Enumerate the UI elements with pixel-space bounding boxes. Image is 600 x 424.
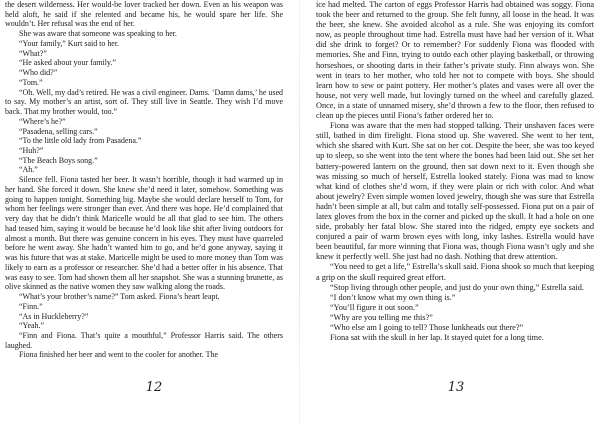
paragraph: Fiona was aware that the men had stopped talking. Their unshaven faces were still, bathed in dim firelight. Fiona stood up. She wavered. She went to her tent, which she shared with Kurt. She sat on her cot. Despite the beer, she was too keyed up to sleep, so she went into the tent where the bones had been laid out. She set her battery-powered lantern on the ground, then sat down next to it. Even though she was missing so much of herself, Estrella looked stately. Fiona was mad to know what kind of clothes she’d worn, if they were plain or rich with color. And what about jewelry? Even simple women loved jewelry, though she was sure that Estrella hadn’t been simple at all, but calm and totally self-possessed. Fiona put on a pair of latex gloves from the box in the corner and picked up the skull. It had a hole on one side, probably her fatal blow. She stared into the ridged, empty eye sockets and conjured a pair of warm brown eyes with long, inky lashes. Estrella would have been beautiful, far more winning that Fiona was, though Fiona wasn’t ugly and she knew it perfectly well. She just had no dash. Nothing that drew attention.: [316, 121, 594, 262]
paragraph: “Huh?”: [19, 146, 44, 156]
paragraph: “As in Huckleberry?”: [19, 311, 89, 321]
paragraph: “Tom.”: [19, 77, 43, 87]
paragraph: “What’s your brother’s name?” Tom asked. Fiona’s heart leapt.: [19, 292, 220, 302]
paragraph: “Finn and Fiona. That’s quite a mouthful,” Professor Harris said. The others laughed.: [5, 330, 283, 350]
paragraph: “What?”: [19, 48, 47, 58]
book-gutter: [299, 0, 300, 424]
left-page-text: [5, 0, 283, 360]
right-page: [316, 0, 594, 424]
paragraph: Silence fell. Fiona tasted her beer. It wasn’t horrible, though it had warmed up in her hand. She forced it down. She knew she’d need it later, somehow. Something was going to happen tonight. Something big. Maybe she would declare herself to Tom, for whom her feelings were stronger than ever. And there was hope. He’d complained that very day that he didn’t think Maricelle would be all that glad to see him. The others had teased him, saying it would be because he’d look like shit after living outdoors for almost a month. But there was genuine concern in his eyes. They must have quarreled before he went away. She hadn’t wanted him to go, and he’d gone anyway, saying it was his future that was at stake. Maricelle might be used to more money than Tom was likely to earn as a professor or researcher. She’d had a better offer in his absence. That was easy to see. Tom had shown them all her snapshot. She was a stunning brunette, as olive skinned as the native women they saw walking along the roads.: [5, 175, 283, 292]
paragraph: “Oh. Well, my dad’s retired. He was a civil engineer. Dams. ‘Damn dams,’ he used to say. My mother’s an artist, sort of. They still live in Seattle. They wish I’d move back. That my brother would, too.”: [5, 87, 283, 117]
paragraph: “Finn.”: [19, 301, 43, 311]
paragraph: “Your family,” Kurt said to her.: [19, 38, 120, 48]
paragraph: “You need to get a life,” Estrella’s skull said. Fiona shook so much that keeping a grip on the skull required great effort.: [316, 262, 594, 282]
paragraph: “Pasadena, selling cars.”: [19, 126, 98, 136]
page-number-right: 13: [447, 380, 465, 395]
paragraph: “Yeah.”: [19, 321, 45, 331]
paragraph: “To the little old lady from Pasadena.”: [19, 136, 142, 146]
left-page: [5, 0, 283, 424]
paragraph: the desert wilderness. Her would-be lover tracked her down. Even as his weapon was held aloft, he said if she relented and became his, he would spare her life. She wouldn’t. Her refusal was the end of her.: [5, 0, 283, 29]
paragraph: “The Beach Boys song.”: [19, 155, 98, 165]
paragraph: She was aware that someone was speaking to her.: [19, 29, 177, 39]
paragraph: “Stop living through other people, and just do your own thing,” Estrella said.: [330, 282, 584, 292]
paragraph: “Who did?”: [19, 68, 58, 78]
paragraph: “Why are you telling me this?”: [330, 312, 433, 322]
paragraph: “Who else am I going to tell? Those lunkheads out there?”: [330, 323, 524, 332]
paragraph: Fiona finished her beer and went to the cooler for another. The: [19, 350, 218, 360]
right-page-text: [316, 0, 594, 343]
paragraph: “You’ll figure it out soon.”: [330, 302, 419, 312]
paragraph: “Where’s he?”: [19, 116, 66, 126]
paragraph: Fiona sat with the skull in her lap. It stayed quiet for a long time.: [330, 333, 544, 343]
page-number-left: 12: [145, 380, 163, 395]
paragraph: “Ah.”: [19, 165, 38, 175]
paragraph: ice had melted. The carton of eggs Professor Harris had obtained was soggy. Fiona took the beer and returned to the group. She felt funny, all loose in the head. It was the beer, she knew. She avoided alcohol as a rule. She was enjoying its comfort now, as people throughout time had. Estrella must have had her version of it. What did she drink to forget? Or to remember? For suddenly Fiona was flooded with memories. She and Finn, trying to outdo each other playing basketball, or throwing horseshoes, or shooting darts in their father’s private study. Finn always won. She went in tears to her mother, who told her not to compete with boys. She should learn how to sew or paint pottery. Her mother’s plates and vases were all over the house, not very well made, but lovingly turned on the wheel and carefully glazed. Once, in a state of unnamed misery, she’d thrown a few to the floor, then refused to clean up the pieces until Fiona’s father ordered her to.: [316, 0, 594, 121]
paragraph: “He asked about your family.”: [19, 58, 116, 68]
paragraph: “I don’t know what my own thing is.”: [330, 292, 456, 302]
